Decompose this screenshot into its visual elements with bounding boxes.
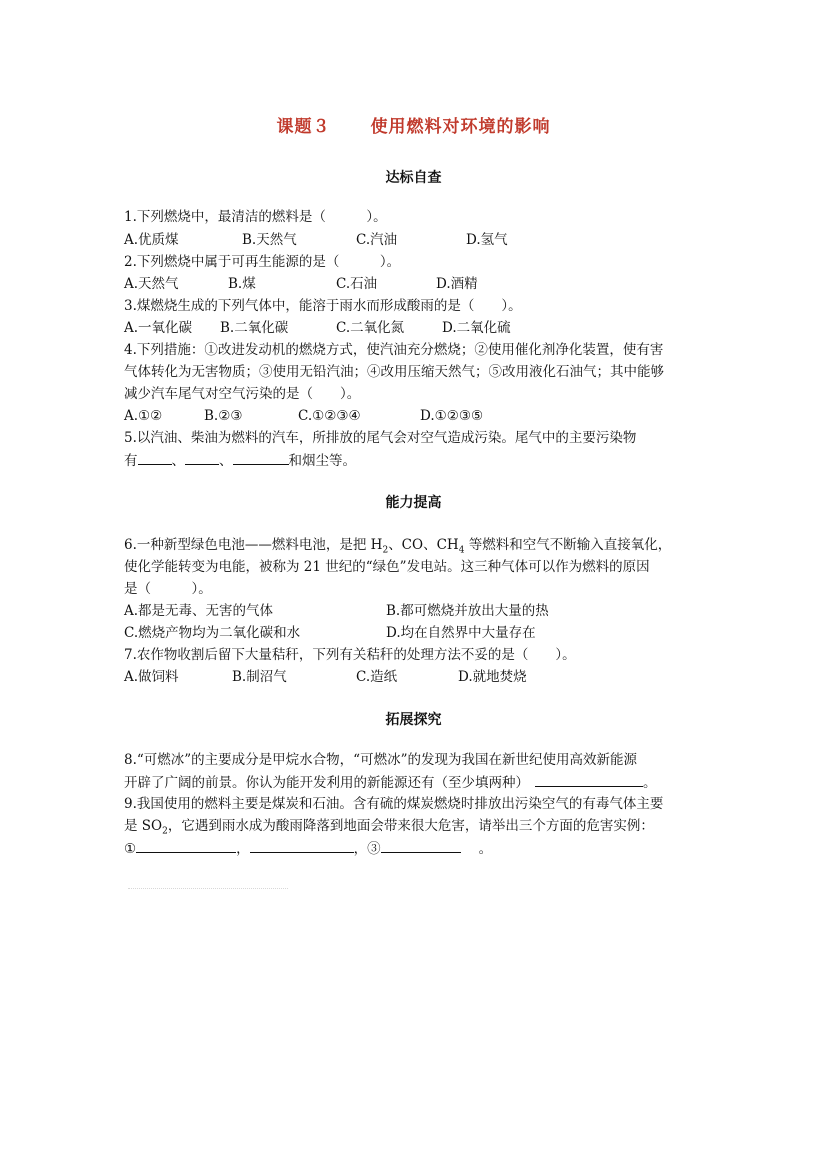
option-a: A.一氧化碳 xyxy=(124,320,193,336)
option-c: C.燃烧产物均为二氧化碳和水 xyxy=(124,625,301,641)
question-1-stem: 1.下列燃烧中，最清洁的燃料是（ ）。 xyxy=(124,209,387,225)
option-d: D.①②③⑤ xyxy=(420,408,484,424)
question-6-line-1: 6.一种新型绿色电池——燃料电池，是把 $H_2$、CO、$CH_4$ 等燃料和空气不断输入直接氧化， xyxy=(124,537,672,556)
option-c: C.①②③④ xyxy=(298,408,361,424)
section-heading-self-check: 达标自查 xyxy=(385,170,442,186)
question-8-line-1: 8.“可燃冰”的主要成分是甲烷水合物，“可燃冰”的发现为我国在新世纪使用高效新能源 xyxy=(124,752,637,768)
footer-divider xyxy=(128,888,288,889)
option-d: D.均在自然界中大量存在 xyxy=(386,625,536,641)
option-a: A.天然气 xyxy=(124,276,179,292)
title-lesson-name: 使用燃料对环境的影响 xyxy=(370,117,551,137)
option-b: B.②③ xyxy=(204,408,243,424)
answer-blank-new-energy[interactable] xyxy=(535,772,643,787)
answer-blank-3[interactable] xyxy=(233,450,289,465)
answer-blank-harm-2[interactable] xyxy=(250,838,354,853)
question-9-line-3: ① ， ，③ 。 xyxy=(124,838,492,859)
question-4-line-3: 减少汽车尾气对空气污染的是（ ）。 xyxy=(124,386,361,402)
option-a: A.做饲料 xyxy=(124,669,179,685)
title-lesson-number: 课题３ xyxy=(276,117,331,137)
question-4-line-2: 气体转化为无害物质；③使用无铅汽油；④改用压缩天然气；⑤改用液化石油气；其中能够 xyxy=(124,364,664,380)
option-a: A.①② xyxy=(124,408,163,424)
question-2-stem: 2.下列燃烧中属于可再生能源的是（ ）。 xyxy=(124,254,401,270)
option-d: D.就地焚烧 xyxy=(458,669,527,685)
question-6-line-2: 使化学能转变为电能，被称为 21 世纪的“绿色”发电站。这三种气体可以作为燃料的原因 xyxy=(124,559,650,575)
option-d: D.酒精 xyxy=(436,276,478,292)
question-4-line-1: 4.下列措施：①改进发动机的燃烧方式，使汽油充分燃烧；②使用催化剂净化装置，使有害 xyxy=(124,342,664,358)
answer-blank-1[interactable] xyxy=(138,450,172,465)
option-c: C.二氧化氮 xyxy=(336,320,405,336)
question-5-line-2: 有 、 、 和烟尘等。 xyxy=(124,450,356,471)
question-5-line-1: 5.以汽油、柴油为燃料的汽车，所排放的尾气会对空气造成污染。尾气中的主要污染物 xyxy=(124,430,637,446)
option-d: D.氢气 xyxy=(466,232,508,248)
section-heading-ability: 能力提高 xyxy=(385,495,442,511)
answer-blank-harm-3[interactable] xyxy=(381,838,461,853)
option-a: A.都是无毒、无害的气体 xyxy=(124,603,274,619)
question-9-line-1: 9.我国使用的燃料主要是煤炭和石油。含有硫的煤炭燃烧时排放出污染空气的有毒气体主要 xyxy=(124,796,664,812)
option-a: A.优质煤 xyxy=(124,232,179,248)
question-8-line-2: 开辟了广阔的前景。你认为能开发利用的新能源还有（至少填两种） 。 xyxy=(124,772,657,793)
section-heading-extension: 拓展探究 xyxy=(385,712,442,728)
question-7-stem: 7.农作物收割后留下大量秸秆，下列有关秸秆的处理方法不妥的是（ ）。 xyxy=(124,647,576,663)
option-c: C.造纸 xyxy=(356,669,398,685)
option-b: B.煤 xyxy=(228,276,256,292)
option-b: B.制沼气 xyxy=(232,669,287,685)
option-b: B.都可燃烧并放出大量的热 xyxy=(386,603,549,619)
answer-blank-harm-1[interactable] xyxy=(136,838,236,853)
question-6-line-3: 是（ ）。 xyxy=(124,581,212,597)
option-b: B.二氧化碳 xyxy=(220,320,289,336)
option-c: C.汽油 xyxy=(356,232,398,248)
option-b: B.天然气 xyxy=(242,232,297,248)
option-c: C.石油 xyxy=(336,276,378,292)
question-3-stem: 3.煤燃烧生成的下列气体中，能溶于雨水而形成酸雨的是（ ）。 xyxy=(124,298,522,314)
answer-blank-2[interactable] xyxy=(185,450,219,465)
question-9-line-2: 是 $SO_2$，它遇到雨水成为酸雨降落到地面会带来很大危害，请举出三个方面的危害实例： xyxy=(124,818,654,837)
option-d: D.二氧化硫 xyxy=(442,320,511,336)
page-title xyxy=(0,112,827,137)
